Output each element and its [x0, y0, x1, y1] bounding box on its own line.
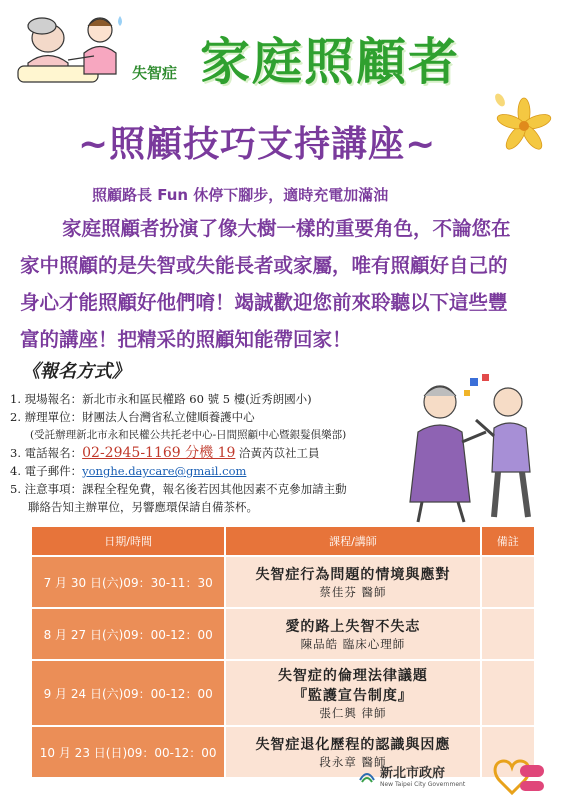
info-notice-cont: 聯絡告知主辦單位，另響應環保請自備茶杯。 [28, 500, 258, 514]
course-title-2: 『監護宣告制度』 [292, 688, 413, 704]
header-small-label: 失智症 [132, 64, 178, 82]
course-speaker: 張仁興 律師 [319, 706, 387, 720]
course-speaker: 蔡佳芬 醫師 [319, 585, 387, 599]
table-row [31, 660, 535, 726]
gov-logo [358, 762, 465, 788]
row-topic [225, 556, 480, 608]
page-title: 家庭照顧者 [200, 33, 460, 91]
course-speaker: 段永章 醫師 [319, 755, 387, 769]
course-title: 失智症退化歷程的認識與因應 [255, 737, 451, 753]
row-note [481, 556, 535, 608]
row-time: 10 月 23 日(日)09：00-12：00 [31, 726, 225, 778]
intro-line: 家中照顧的是失智或失能長者或家屬，唯有照顧好自己的 [20, 254, 508, 277]
row-topic [225, 660, 480, 726]
registration-heading: 《報名方式》 [22, 361, 130, 382]
phone-number[interactable]: 02-2945-1169 分機 19 [82, 445, 236, 461]
intro-paragraph [20, 210, 546, 358]
course-title: 愛的路上失智不失志 [285, 619, 421, 635]
info-phone [10, 444, 430, 462]
page-subtitle: ~照顧技巧支持講座~ [78, 124, 437, 165]
intro-line: 富的講座！把精采的照顧知能帶回家！ [20, 328, 352, 351]
row-topic [225, 608, 480, 660]
gov-name-en: New Taipei City Government [380, 781, 466, 788]
registration-info [10, 390, 430, 516]
course-title: 失智症的倫理法律議題 [277, 668, 428, 684]
course-speaker: 陳品皓 臨床心理師 [300, 637, 406, 651]
table-row [31, 556, 535, 608]
info-notice: 5. 注意事項：課程全程免費，報名後若因其他因素不克參加請主動 [10, 482, 347, 496]
header-note: 備註 [481, 526, 535, 556]
table-header-row [31, 526, 535, 556]
table-row [31, 608, 535, 660]
phone-contact: 洽黃芮苡社工員 [239, 446, 320, 460]
row-time: 8 月 27 日(六)09：00-12：00 [31, 608, 225, 660]
email-label: 4. 電子郵件： [10, 464, 83, 478]
flower-decoration-icon [488, 92, 560, 162]
heart-badge-icon [490, 755, 546, 797]
slogan: 照顧路長 Fun 休停下腳步，適時充電加滿油 [92, 186, 389, 204]
info-organizer: 2. 辦理單位：財團法人台灣省私立健順養護中心 [10, 410, 255, 424]
gov-name: 新北市政府 [380, 766, 446, 781]
info-email [10, 462, 430, 480]
row-note [481, 660, 535, 726]
phone-label: 3. 電話報名： [10, 446, 83, 460]
info-location: 1. 現場報名：新北市永和區民權路 60 號 5 樓(近秀朗國小) [10, 392, 312, 406]
row-note [481, 608, 535, 660]
email-link[interactable]: yonghe.daycare@gmail.com [82, 464, 247, 478]
intro-line: 家庭照顧者扮演了像大樹一樣的重要角色，不論您在 [62, 217, 511, 240]
info-organizer-note: (受託辦理新北市永和民權公共托老中心-日間照顧中心暨銀髮俱樂部) [30, 429, 347, 441]
header-date-time: 日期/時間 [31, 526, 225, 556]
course-title: 失智症行為問題的情境與應對 [255, 567, 451, 583]
row-time: 7 月 30 日(六)09：30-11：30 [31, 556, 225, 608]
header-course-speaker: 課程/講師 [225, 526, 480, 556]
schedule-table [30, 525, 536, 779]
caregiver-illustration [8, 8, 138, 88]
intro-line: 身心才能照顧好他們唷！竭誠歡迎您前來聆聽以下這些豐 [20, 291, 508, 314]
row-time: 9 月 24 日(六)09：00-12：00 [31, 660, 225, 726]
new-taipei-city-logo-icon [358, 766, 376, 784]
